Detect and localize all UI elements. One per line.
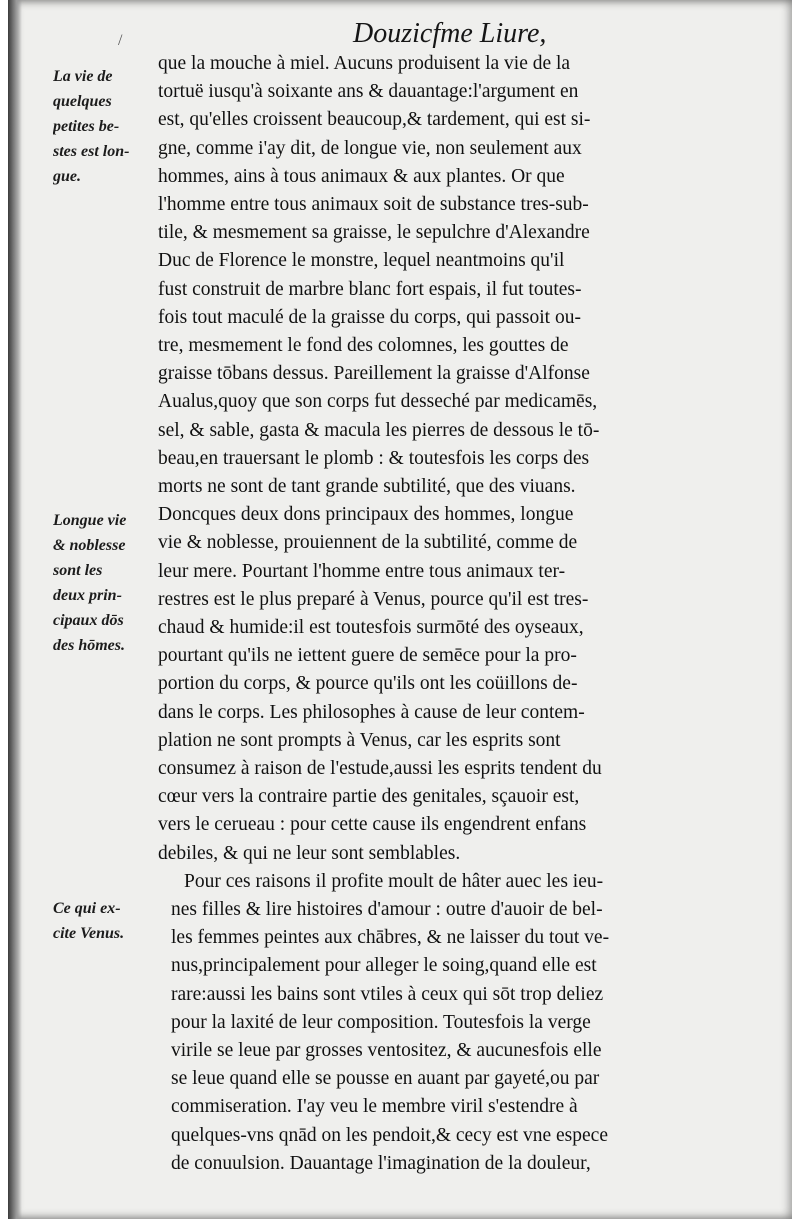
margin-note-line: & noblesse: [53, 537, 126, 554]
body-text: [8, 50, 792, 1219]
margin-note-line: Longue vie: [53, 512, 127, 529]
text-line: leur mere. Pourtant l'homme entre tous animaux ter-: [158, 560, 566, 582]
text-line: graisse tōbans dessus. Pareillement la graisse d'Alfonse: [158, 363, 590, 385]
text-line: plation ne sont prompts à Venus, car les esprits sont: [158, 729, 561, 751]
text-line: fois tout maculé de la graisse du corps, qui passoit ou-: [158, 306, 581, 328]
text-line: nus,principalement pour alleger le soing,quand elle est: [171, 955, 597, 977]
text-line: consumez à raison de l'estude,aussi les esprits tendent du: [158, 758, 602, 779]
margin-note-line: La vie de: [53, 68, 113, 85]
text-line: beau,en trauersant le plomb : & toutesfois les corps des: [158, 447, 590, 469]
text-line: Aualus,quoy que son corps fut desseché par medicamēs,: [158, 391, 598, 413]
text-line: rare:aussi les bains sont vtiles à ceux qui sōt trop deliez: [171, 983, 604, 1005]
text-line: vers le cerueau : pour cette cause ils engendrent enfans: [158, 814, 587, 836]
text-line: commiseration. I'ay veu le membre viril s'estendre à: [171, 1096, 578, 1118]
text-line: nes filles & lire histoires d'amour : outre d'auoir de bel-: [171, 899, 603, 920]
text-line: virile se leue par grosses ventositez, & aucunesfois elle: [171, 1040, 602, 1061]
margin-note-line: cite Venus.: [53, 925, 125, 942]
text-line: sel, & sable, gasta & macula les pierres de dessous le tō-: [158, 419, 600, 441]
margin-note-line: deux prin-: [53, 587, 122, 604]
text-line: tre, mesmement le fond des colomnes, les gouttes de: [158, 335, 569, 356]
text-line: restres est le plus preparé à Venus, pource qu'il est tres-: [158, 588, 589, 610]
text-line: l'homme entre tous animaux soit de substance tres-sub-: [158, 194, 589, 215]
text-line: portion du corps, & pource qu'ils ont les coüillons de-: [158, 673, 578, 695]
page-mark: /: [118, 32, 123, 49]
text-line: debiles, & qui ne leur sont semblables.: [158, 842, 461, 864]
running-head: Douzicfme Liure,: [353, 18, 547, 49]
text-line: est, qu'elles croissent beaucoup,& tardement, qui est si-: [158, 109, 591, 131]
book-page: [8, 0, 792, 1219]
margin-note-line: des hōmes.: [53, 637, 125, 654]
text-line: Duc de Florence le monstre, lequel neantmoins qu'il: [158, 250, 565, 272]
text-line: quelques-vns qnād on les pendoit,& cecy est vne espece: [171, 1124, 608, 1146]
margin-note-line: gue.: [53, 168, 81, 185]
text-line: tile, & mesmement sa graisse, le sepulchre d'Alexandre: [158, 222, 590, 244]
margin-note-line: petites be-: [53, 118, 120, 135]
text-line: pourtant qu'ils ne iettent guere de semēce pour la pro-: [158, 645, 577, 667]
text-line: que la mouche à miel. Aucuns produisent la vie de la: [158, 53, 571, 74]
text-line: dans le corps. Les philosophes à cause de leur contem-: [158, 701, 585, 723]
text-line: hommes, ains à tous animaux & aux plantes. Or que: [158, 165, 565, 187]
text-line: vie & noblesse, prouiennent de la subtilité, comme de: [158, 532, 578, 554]
margin-note-line: cipaux dōs: [53, 612, 124, 629]
margin-note-line: Ce qui ex-: [53, 900, 121, 917]
text-line: pour la laxité de leur composition. Toutesfois la verge: [171, 1011, 591, 1033]
margin-note-line: sont les: [53, 562, 103, 579]
text-line: se leue quand elle se pousse en auant par gayeté,ou par: [171, 1068, 600, 1090]
margin-note-line: quelques: [53, 93, 112, 110]
text-line: morts ne sont de tant grande subtilité, que des viuans.: [158, 476, 576, 497]
text-line: Pour ces raisons il profite moult de hâter auec les ieu-: [184, 870, 604, 892]
text-line: les femmes peintes aux chābres, & ne laisser du tout ve-: [171, 927, 610, 949]
text-line: de conuulsion. Dauantage l'imagination de la douleur,: [171, 1152, 591, 1174]
text-line: gne, comme i'ay dit, de longue vie, non seulement aux: [158, 137, 582, 159]
margin-note-line: stes est lon-: [53, 143, 130, 160]
text-line: chaud & humide:il est toutesfois surmōté des oyseaux,: [158, 617, 584, 638]
text-line: fust construit de marbre blanc fort espais, il fut toutes-: [158, 278, 582, 300]
text-line: cœur vers la contraire partie des genitales, sçauoir est,: [158, 786, 580, 808]
text-line: tortuë iusqu'à soixante ans & dauantage:l'argument en: [158, 81, 579, 103]
text-line: Doncques deux dons principaux des hommes, longue: [158, 504, 574, 526]
